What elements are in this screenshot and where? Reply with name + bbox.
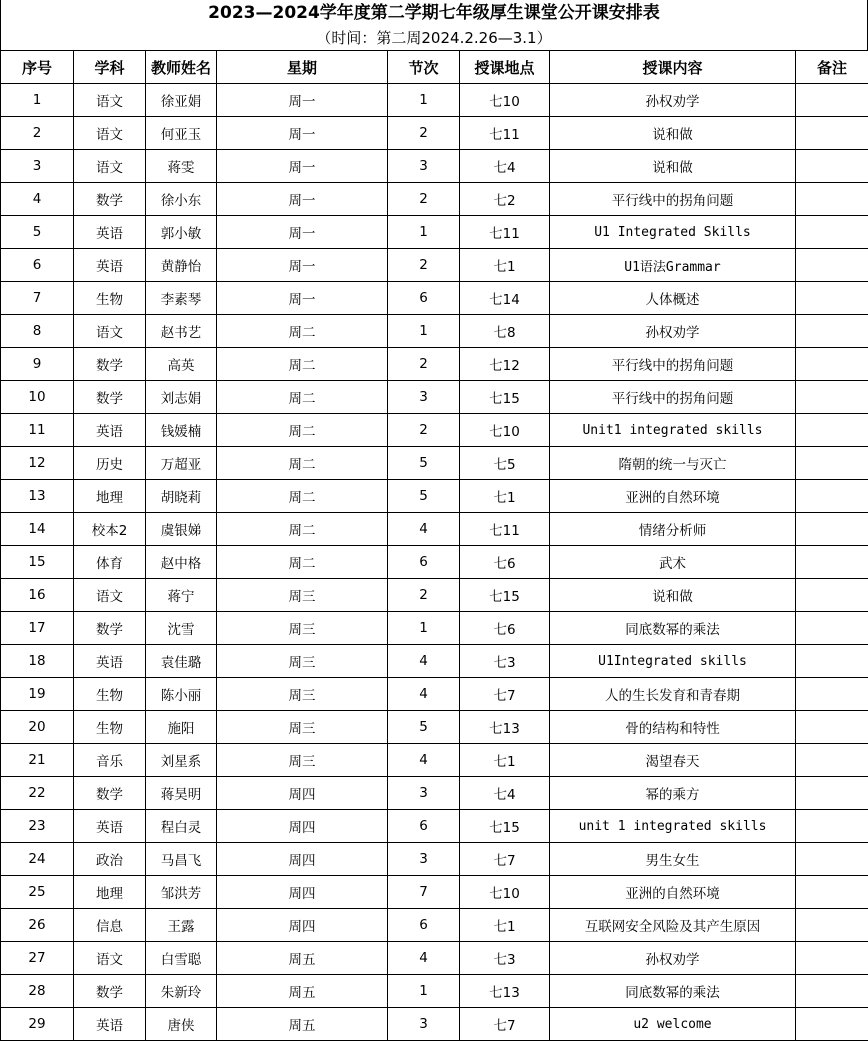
cell-period: 6: [388, 282, 460, 315]
cell-weekday: 周三: [217, 579, 388, 612]
table-row: [1, 579, 868, 612]
cell-location: 七1: [460, 744, 550, 777]
table-row: [1, 942, 868, 975]
cell-teacher: 胡晓莉: [146, 480, 217, 513]
cell-period: 3: [388, 843, 460, 876]
cell-teacher: 蒋宁: [146, 579, 217, 612]
cell-index: 1: [1, 84, 74, 117]
cell-content: 情绪分析师: [550, 513, 796, 546]
cell-index: 22: [1, 777, 74, 810]
cell-location: 七1: [460, 249, 550, 282]
cell-location: 七8: [460, 315, 550, 348]
cell-index: 7: [1, 282, 74, 315]
cell-weekday: 周二: [217, 513, 388, 546]
table-row: [1, 810, 868, 843]
cell-index: 23: [1, 810, 74, 843]
table-row: [1, 315, 868, 348]
cell-remarks: [796, 645, 868, 678]
cell-teacher: 虞银娣: [146, 513, 217, 546]
cell-remarks: [796, 777, 868, 810]
cell-teacher: 陈小丽: [146, 678, 217, 711]
cell-remarks: [796, 282, 868, 315]
cell-remarks: [796, 678, 868, 711]
cell-remarks: [796, 744, 868, 777]
cell-remarks: [796, 909, 868, 942]
cell-content: 武术: [550, 546, 796, 579]
cell-period: 6: [388, 909, 460, 942]
cell-teacher: 袁佳璐: [146, 645, 217, 678]
cell-subject: 生物: [74, 282, 146, 315]
cell-weekday: 周一: [217, 282, 388, 315]
cell-index: 13: [1, 480, 74, 513]
cell-remarks: [796, 84, 868, 117]
cell-location: 七7: [460, 1008, 550, 1041]
cell-subject: 历史: [74, 447, 146, 480]
cell-period: 5: [388, 447, 460, 480]
cell-location: 七3: [460, 942, 550, 975]
cell-period: 1: [388, 216, 460, 249]
cell-remarks: [796, 150, 868, 183]
cell-period: 1: [388, 84, 460, 117]
cell-weekday: 周四: [217, 876, 388, 909]
cell-period: 4: [388, 513, 460, 546]
cell-content: 亚洲的自然环境: [550, 480, 796, 513]
cell-index: 26: [1, 909, 74, 942]
cell-teacher: 程白灵: [146, 810, 217, 843]
cell-weekday: 周五: [217, 975, 388, 1008]
cell-remarks: [796, 876, 868, 909]
table-row: [1, 909, 868, 942]
cell-location: 七7: [460, 843, 550, 876]
cell-remarks: [796, 216, 868, 249]
cell-subject: 英语: [74, 414, 146, 447]
cell-teacher: 朱新玲: [146, 975, 217, 1008]
cell-subject: 校本2: [74, 513, 146, 546]
cell-content: 孙权劝学: [550, 84, 796, 117]
table-row: [1, 117, 868, 150]
cell-content: 男生女生: [550, 843, 796, 876]
cell-location: 七11: [460, 216, 550, 249]
table-body: [1, 84, 868, 1041]
cell-weekday: 周四: [217, 777, 388, 810]
cell-index: 11: [1, 414, 74, 447]
cell-index: 28: [1, 975, 74, 1008]
cell-teacher: 黄静怡: [146, 249, 217, 282]
cell-remarks: [796, 447, 868, 480]
cell-location: 七12: [460, 348, 550, 381]
cell-subject: 生物: [74, 678, 146, 711]
cell-location: 七14: [460, 282, 550, 315]
cell-period: 3: [388, 777, 460, 810]
cell-content: unit 1 integrated skills: [550, 810, 796, 843]
cell-content: 同底数幂的乘法: [550, 975, 796, 1008]
cell-weekday: 周一: [217, 183, 388, 216]
cell-index: 29: [1, 1008, 74, 1041]
table-row: [1, 876, 868, 909]
cell-remarks: [796, 579, 868, 612]
cell-remarks: [796, 348, 868, 381]
cell-index: 4: [1, 183, 74, 216]
cell-location: 七6: [460, 546, 550, 579]
cell-remarks: [796, 843, 868, 876]
cell-weekday: 周一: [217, 216, 388, 249]
cell-index: 14: [1, 513, 74, 546]
cell-content: 幂的乘方: [550, 777, 796, 810]
cell-teacher: 邹洪芳: [146, 876, 217, 909]
cell-period: 4: [388, 645, 460, 678]
sheet-title: 2023—2024学年度第二学期七年级厚生课堂公开课安排表: [0, 0, 868, 26]
cell-teacher: 蒋昊明: [146, 777, 217, 810]
cell-index: 27: [1, 942, 74, 975]
table-row: [1, 249, 868, 282]
col-header-location: 授课地点: [460, 51, 550, 84]
table-row: [1, 645, 868, 678]
table-row: [1, 447, 868, 480]
col-header-subject: 学科: [74, 51, 146, 84]
cell-period: 4: [388, 744, 460, 777]
cell-content: U1 Integrated Skills: [550, 216, 796, 249]
cell-teacher: 徐小东: [146, 183, 217, 216]
cell-weekday: 周二: [217, 315, 388, 348]
cell-period: 7: [388, 876, 460, 909]
cell-teacher: 李素琴: [146, 282, 217, 315]
cell-teacher: 钱媛楠: [146, 414, 217, 447]
cell-weekday: 周一: [217, 117, 388, 150]
cell-content: 平行线中的拐角问题: [550, 183, 796, 216]
cell-subject: 语文: [74, 150, 146, 183]
cell-content: 平行线中的拐角问题: [550, 381, 796, 414]
col-header-index: 序号: [1, 51, 74, 84]
cell-location: 七15: [460, 381, 550, 414]
cell-subject: 数学: [74, 183, 146, 216]
cell-subject: 生物: [74, 711, 146, 744]
cell-content: 人体概述: [550, 282, 796, 315]
cell-content: 孙权劝学: [550, 315, 796, 348]
cell-teacher: 马昌飞: [146, 843, 217, 876]
table-row: [1, 216, 868, 249]
cell-teacher: 白雪聪: [146, 942, 217, 975]
cell-index: 20: [1, 711, 74, 744]
cell-index: 6: [1, 249, 74, 282]
table-row: [1, 546, 868, 579]
cell-content: 骨的结构和特性: [550, 711, 796, 744]
cell-content: Unit1 integrated skills: [550, 414, 796, 447]
cell-period: 1: [388, 315, 460, 348]
cell-weekday: 周二: [217, 546, 388, 579]
cell-index: 25: [1, 876, 74, 909]
cell-subject: 英语: [74, 216, 146, 249]
cell-content: 平行线中的拐角问题: [550, 348, 796, 381]
cell-teacher: 郭小敏: [146, 216, 217, 249]
table-row: [1, 183, 868, 216]
col-header-period: 节次: [388, 51, 460, 84]
cell-location: 七11: [460, 513, 550, 546]
table-row: [1, 1008, 868, 1041]
cell-period: 2: [388, 249, 460, 282]
cell-remarks: [796, 381, 868, 414]
cell-weekday: 周三: [217, 612, 388, 645]
cell-subject: 语文: [74, 942, 146, 975]
cell-period: 1: [388, 612, 460, 645]
cell-period: 2: [388, 183, 460, 216]
table-row: [1, 975, 868, 1008]
cell-location: 七3: [460, 645, 550, 678]
cell-period: 6: [388, 546, 460, 579]
cell-period: 5: [388, 711, 460, 744]
cell-location: 七10: [460, 876, 550, 909]
cell-period: 3: [388, 381, 460, 414]
table-row: [1, 84, 868, 117]
cell-location: 七15: [460, 579, 550, 612]
cell-location: 七1: [460, 480, 550, 513]
cell-teacher: 唐侠: [146, 1008, 217, 1041]
cell-subject: 英语: [74, 1008, 146, 1041]
cell-content: u2 welcome: [550, 1008, 796, 1041]
cell-remarks: [796, 480, 868, 513]
cell-subject: 数学: [74, 348, 146, 381]
cell-teacher: 蒋雯: [146, 150, 217, 183]
cell-weekday: 周三: [217, 645, 388, 678]
cell-index: 9: [1, 348, 74, 381]
cell-remarks: [796, 117, 868, 150]
table-row: [1, 150, 868, 183]
cell-index: 5: [1, 216, 74, 249]
table-row: [1, 348, 868, 381]
cell-teacher: 施阳: [146, 711, 217, 744]
cell-index: 8: [1, 315, 74, 348]
cell-subject: 数学: [74, 975, 146, 1008]
cell-subject: 语文: [74, 579, 146, 612]
cell-location: 七10: [460, 84, 550, 117]
cell-period: 1: [388, 975, 460, 1008]
cell-period: 4: [388, 678, 460, 711]
cell-remarks: [796, 975, 868, 1008]
cell-remarks: [796, 942, 868, 975]
cell-remarks: [796, 810, 868, 843]
table-row: [1, 777, 868, 810]
cell-content: 渴望春天: [550, 744, 796, 777]
cell-period: 4: [388, 942, 460, 975]
cell-subject: 英语: [74, 645, 146, 678]
cell-teacher: 沈雪: [146, 612, 217, 645]
cell-teacher: 赵书艺: [146, 315, 217, 348]
cell-teacher: 万超亚: [146, 447, 217, 480]
cell-subject: 音乐: [74, 744, 146, 777]
cell-teacher: 徐亚娟: [146, 84, 217, 117]
cell-weekday: 周三: [217, 744, 388, 777]
cell-teacher: 刘星系: [146, 744, 217, 777]
table-row: [1, 678, 868, 711]
cell-weekday: 周二: [217, 348, 388, 381]
table-row: [1, 381, 868, 414]
cell-weekday: 周一: [217, 249, 388, 282]
cell-subject: 语文: [74, 84, 146, 117]
cell-location: 七7: [460, 678, 550, 711]
cell-subject: 信息: [74, 909, 146, 942]
cell-location: 七5: [460, 447, 550, 480]
table-row: [1, 744, 868, 777]
table-row: [1, 480, 868, 513]
cell-location: 七11: [460, 117, 550, 150]
table-row: [1, 612, 868, 645]
cell-index: 17: [1, 612, 74, 645]
cell-teacher: 刘志娟: [146, 381, 217, 414]
cell-index: 16: [1, 579, 74, 612]
cell-content: 说和做: [550, 579, 796, 612]
table-row: [1, 843, 868, 876]
cell-period: 2: [388, 117, 460, 150]
cell-weekday: 周四: [217, 843, 388, 876]
cell-subject: 体育: [74, 546, 146, 579]
cell-remarks: [796, 414, 868, 447]
cell-location: 七13: [460, 711, 550, 744]
cell-subject: 政治: [74, 843, 146, 876]
cell-weekday: 周五: [217, 942, 388, 975]
cell-location: 七6: [460, 612, 550, 645]
col-header-weekday: 星期: [217, 51, 388, 84]
schedule-table: [0, 50, 868, 1041]
cell-weekday: 周一: [217, 150, 388, 183]
cell-content: U1语法Grammar: [550, 249, 796, 282]
cell-subject: 地理: [74, 480, 146, 513]
cell-remarks: [796, 513, 868, 546]
cell-weekday: 周二: [217, 480, 388, 513]
cell-teacher: 王露: [146, 909, 217, 942]
cell-period: 3: [388, 150, 460, 183]
cell-remarks: [796, 711, 868, 744]
cell-period: 5: [388, 480, 460, 513]
cell-weekday: 周四: [217, 810, 388, 843]
cell-weekday: 周二: [217, 381, 388, 414]
cell-index: 15: [1, 546, 74, 579]
cell-subject: 语文: [74, 315, 146, 348]
cell-content: 隋朝的统一与灭亡: [550, 447, 796, 480]
cell-weekday: 周五: [217, 1008, 388, 1041]
cell-content: 亚洲的自然环境: [550, 876, 796, 909]
table-row: [1, 711, 868, 744]
cell-weekday: 周四: [217, 909, 388, 942]
cell-period: 2: [388, 414, 460, 447]
cell-remarks: [796, 546, 868, 579]
cell-remarks: [796, 612, 868, 645]
cell-location: 七4: [460, 150, 550, 183]
cell-remarks: [796, 315, 868, 348]
cell-location: 七10: [460, 414, 550, 447]
sheet-subtitle: （时间：第二周2024.2.26—3.1）: [0, 26, 868, 50]
cell-subject: 数学: [74, 777, 146, 810]
cell-content: 人的生长发育和青春期: [550, 678, 796, 711]
cell-index: 3: [1, 150, 74, 183]
cell-content: 互联网安全风险及其产生原因: [550, 909, 796, 942]
header-row: [1, 51, 868, 84]
cell-content: 同底数幂的乘法: [550, 612, 796, 645]
cell-subject: 数学: [74, 381, 146, 414]
cell-location: 七15: [460, 810, 550, 843]
cell-weekday: 周二: [217, 447, 388, 480]
cell-teacher: 何亚玉: [146, 117, 217, 150]
cell-weekday: 周三: [217, 711, 388, 744]
cell-location: 七4: [460, 777, 550, 810]
cell-weekday: 周二: [217, 414, 388, 447]
cell-period: 3: [388, 1008, 460, 1041]
cell-subject: 地理: [74, 876, 146, 909]
table-row: [1, 414, 868, 447]
cell-content: 说和做: [550, 117, 796, 150]
cell-weekday: 周三: [217, 678, 388, 711]
col-header-content: 授课内容: [550, 51, 796, 84]
cell-content: U1Integrated skills: [550, 645, 796, 678]
cell-location: 七2: [460, 183, 550, 216]
col-header-teacher: 教师姓名: [146, 51, 217, 84]
table-row: [1, 513, 868, 546]
col-header-remarks: 备注: [796, 51, 868, 84]
cell-index: 24: [1, 843, 74, 876]
cell-period: 2: [388, 348, 460, 381]
cell-subject: 数学: [74, 612, 146, 645]
cell-index: 19: [1, 678, 74, 711]
cell-content: 孙权劝学: [550, 942, 796, 975]
table-row: [1, 282, 868, 315]
cell-location: 七1: [460, 909, 550, 942]
cell-index: 18: [1, 645, 74, 678]
cell-teacher: 赵中格: [146, 546, 217, 579]
cell-index: 10: [1, 381, 74, 414]
cell-index: 2: [1, 117, 74, 150]
cell-teacher: 高英: [146, 348, 217, 381]
cell-remarks: [796, 1008, 868, 1041]
cell-subject: 英语: [74, 810, 146, 843]
cell-location: 七13: [460, 975, 550, 1008]
cell-index: 21: [1, 744, 74, 777]
cell-remarks: [796, 249, 868, 282]
cell-content: 说和做: [550, 150, 796, 183]
cell-subject: 语文: [74, 117, 146, 150]
cell-index: 12: [1, 447, 74, 480]
cell-remarks: [796, 183, 868, 216]
cell-period: 6: [388, 810, 460, 843]
cell-period: 2: [388, 579, 460, 612]
cell-weekday: 周一: [217, 84, 388, 117]
cell-subject: 英语: [74, 249, 146, 282]
